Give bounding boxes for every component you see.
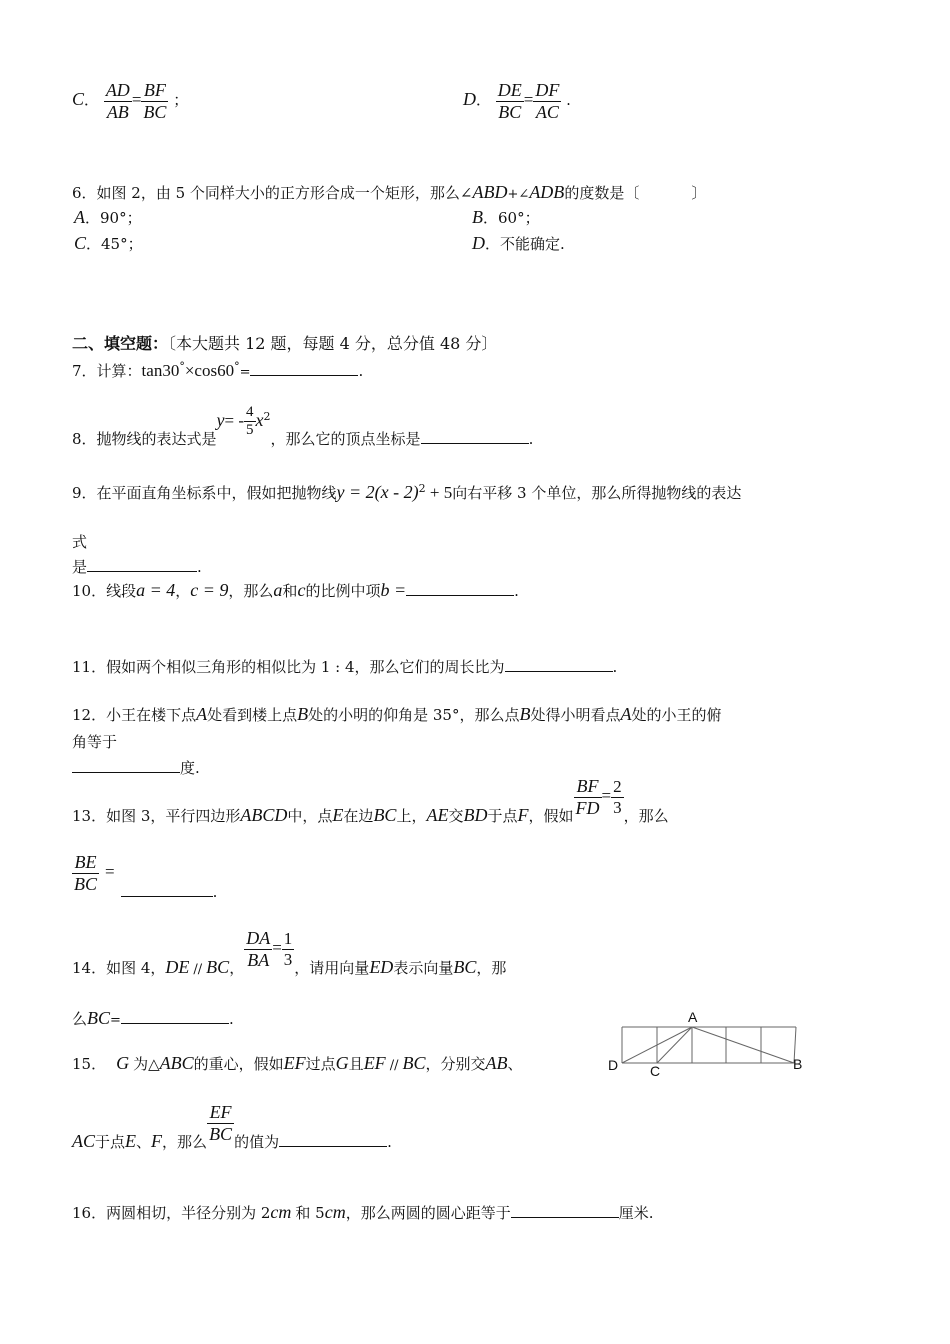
fraction: $\frac{BF}{FD}$ (575, 776, 600, 818)
q14: 14．如图 4，DE // BC， $\frac{DA}{BA}$ = $\frac{1}{3}$ ，请用向量ED表示向量BC，那 (72, 928, 507, 978)
q15: 15． G 为△ABC的重心，假如EF过点G且EF // BC，分别交AB、 (72, 1053, 523, 1073)
answer-blank[interactable] (121, 882, 213, 897)
q13: 13．如图 3，平行四边形ABCD中，点E在边BC上，AE交BD于点F，假如 $\frac{BF}{FD}$ = $\frac{2}{3}$ ，那么 (72, 776, 669, 826)
q15-line2: AC于点E、F，那么 $\frac{EF}{BC}$ 的值为 . (72, 1102, 392, 1152)
q10: 10．线段a = 4，c = 9，那么a和c的比例中项b = . (72, 580, 519, 600)
answer-blank[interactable] (406, 581, 514, 596)
fraction: $\frac{4}{5}$ (246, 404, 254, 439)
q7: 7．计算：tan30°×cos60°= . (72, 360, 364, 380)
q5-d-label: D (463, 89, 476, 110)
point-b-label: B (793, 1056, 803, 1072)
fraction: $\frac{DA}{BA}$ (246, 928, 271, 970)
answer-blank[interactable] (421, 429, 529, 444)
q6-stem: 6．如图 2，由 5 个同样大小的正方形合成一个矩形，那么∠ABD+∠ADB的度数是〔 〕 (72, 182, 707, 202)
point-d-label: D (608, 1057, 619, 1073)
q12-line2: 角等于 (72, 733, 118, 751)
answer-blank[interactable] (72, 758, 180, 773)
answer-blank[interactable] (121, 1009, 229, 1024)
q14-line2: 么BC= . (72, 1008, 234, 1028)
q12-line3: 度. (72, 757, 200, 778)
fraction: $\frac{EF}{BC}$ (209, 1102, 233, 1144)
point-c-label: C (650, 1063, 661, 1079)
fraction: $\frac{2}{3}$ (613, 777, 622, 817)
q6-option-d[interactable]: D．不能确定. (472, 233, 565, 253)
q16: 16．两圆相切，半径分别为 2cm 和 5cm，那么两圆的圆心距等于 厘米. (72, 1202, 654, 1222)
answer-blank[interactable] (250, 361, 358, 376)
answer-blank[interactable] (511, 1203, 619, 1218)
answer-blank[interactable] (505, 657, 613, 672)
fraction: $\frac{DF}{AC}$ (535, 80, 560, 122)
q12: 12．小王在楼下点A处看到楼上点B处的小明的仰角是 35°，那么点B处得小明看点A处的小王的俯 (72, 704, 722, 724)
q9-line2: 式 (72, 533, 88, 551)
q9: 9．在平面直角坐标系中，假如把抛物线y = 2(x - 2)$^2$ + 5向右平移 3 个单位，那么所得抛物线的表达 (72, 482, 742, 502)
fraction: $\frac{1}{3}$ (283, 929, 293, 969)
figure-4-diagram (604, 1008, 816, 1080)
answer-blank[interactable] (87, 557, 197, 572)
section-heading: 二、填空题：〔本大题共 12 题，每题 4 分，总分值 48 分〕 (72, 334, 498, 353)
fraction: $\frac{AD}{AB}$ (105, 80, 130, 122)
segment-ab (692, 1027, 794, 1063)
q11: 11．假如两个相似三角形的相似比为 1 : 4，那么它们的周长比为 . (72, 658, 618, 676)
point-a-label: A (688, 1009, 698, 1025)
q5-c-label: C (72, 89, 85, 110)
q5-option-c: C． $\frac{AD}{AB}$ = $\frac{BF}{BC}$ ； (72, 80, 189, 122)
fraction: $\frac{BE}{BC}$ (74, 852, 98, 894)
fraction: $\frac{BF}{BC}$ (143, 80, 167, 122)
q5-option-d: D． $\frac{DE}{BC}$ = $\frac{DF}{AC}$ . (463, 80, 571, 122)
segment-ac (657, 1027, 692, 1063)
answer-blank[interactable] (279, 1132, 387, 1147)
q13-answer: $\frac{BE}{BC}$ =. (74, 852, 218, 902)
fraction: $\frac{DE}{BC}$ (497, 80, 522, 122)
q9-line3: 是 . (72, 558, 202, 576)
q6-option-b[interactable]: B．60°； (472, 207, 540, 227)
q6-option-c[interactable]: C．45°； (74, 233, 143, 253)
q6-option-a[interactable]: A．90°； (74, 207, 142, 227)
q8: 8．抛物线的表达式是y= - $\frac{4}{5}$ $x^2$，那么它的顶点坐标是 . (72, 404, 534, 448)
